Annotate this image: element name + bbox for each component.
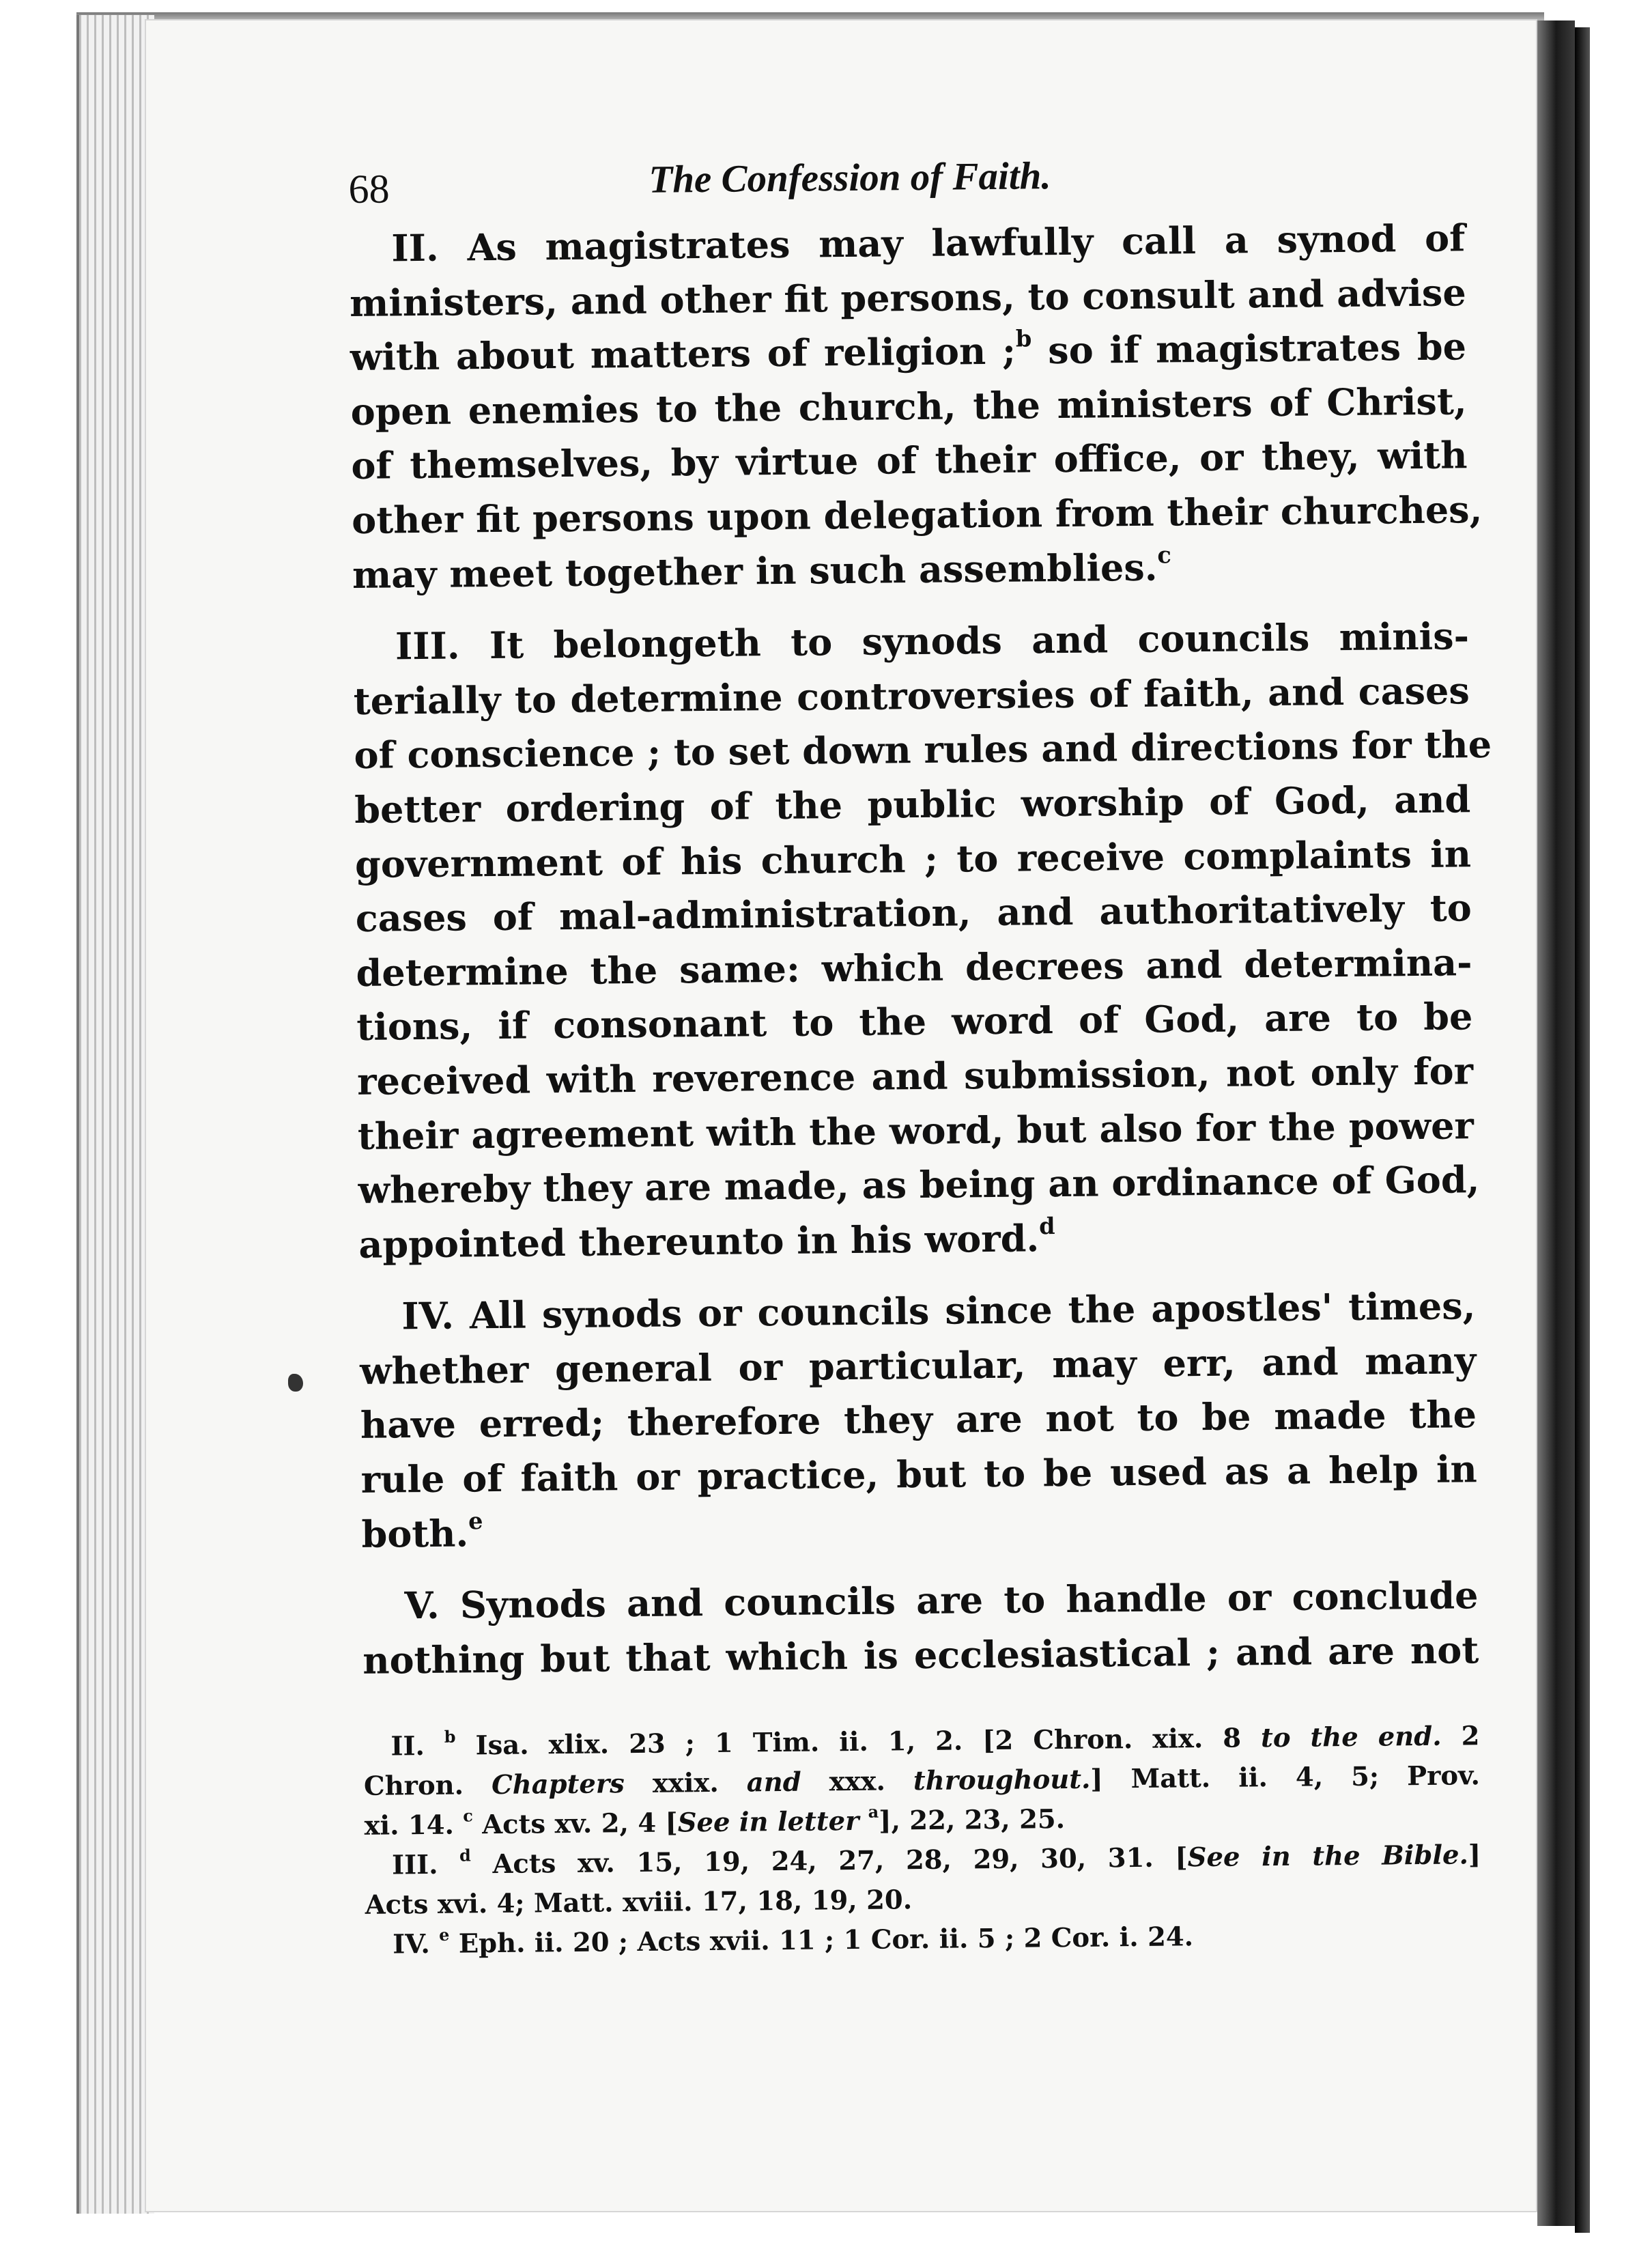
text-fragment: Eph. ii. 20 ; Acts xvii. 11 ; 1 Cor. ii. 5 ; 2 Cor. i. 24. [449, 1921, 1194, 1960]
text-line: tions, if consonant to the word of God, are to be [356, 994, 1473, 1049]
paragraph-iii [353, 609, 1492, 1272]
footnote-marker: b [444, 1728, 456, 1747]
text-line: rule of faith or practice, but to be used as a help in [360, 1447, 1477, 1501]
footnote-marker: e [438, 1926, 450, 1945]
paragraph-iv [359, 1280, 1478, 1562]
text-fragment: to the end. [1260, 1721, 1442, 1754]
footnote-line: Acts xvi. 4; Matt. xviii. 17, 18, 19, 20. [365, 1885, 913, 1921]
running-head [348, 136, 1465, 222]
text-line: government of his church ; to receive complaints in [354, 831, 1472, 886]
text-line: cases of mal-administration, and authoritatively to [355, 886, 1472, 941]
text-line: IV. All synods or councils since the apostles' times, [401, 1284, 1476, 1338]
text-fragment: appointed thereunto in his word. [358, 1216, 1040, 1267]
text-fragment: and [746, 1767, 801, 1799]
text-line [358, 1207, 1475, 1272]
text-fragment: II. [390, 1731, 445, 1762]
paragraph-v [362, 1568, 1479, 1688]
running-title: The Confession of Faith. [649, 154, 1051, 201]
footnote-marker: c [1157, 541, 1171, 569]
text-fragment: III. [391, 1849, 460, 1881]
text-line [350, 320, 1467, 384]
text-fragment: may meet together in such assemblies. [352, 545, 1158, 597]
ink-smudge [288, 1374, 303, 1392]
page-text-block [348, 136, 1492, 1965]
text-fragment: See in the Bible. [1187, 1839, 1469, 1874]
text-fragment: IV. [393, 1929, 440, 1960]
text-fragment: Acts xv. 2, 4 [ [472, 1807, 678, 1841]
text-fragment: ] [1468, 1839, 1481, 1871]
text-fragment: Chapters [491, 1768, 625, 1801]
text-fragment: xi. 14. [364, 1809, 464, 1842]
page-number: 68 [348, 166, 390, 212]
text-line: ministers, and other fit persons, to consult and advise [349, 270, 1466, 325]
text-line: III. It belongeth to synods and councils minis- [395, 614, 1470, 668]
text-line: better ordering of the public worship of God, and [354, 777, 1471, 832]
text-line: determine the same: which decrees and determina- [356, 940, 1472, 995]
text-fragment: xxix. [624, 1767, 747, 1800]
text-fragment: both. [361, 1511, 469, 1556]
book-spine-shadow [1537, 20, 1575, 2226]
text-line: nothing but that which is ecclesiastical ; and are not [362, 1628, 1479, 1682]
text-line: of conscience ; to set down rules and directions for the [354, 722, 1492, 778]
text-line: whereby they are made, as being an ordinance of God, [358, 1157, 1480, 1213]
text-line [361, 1497, 1478, 1562]
text-line: their agreement with the word, but also for the power [357, 1103, 1475, 1158]
text-line: II. As magistrates may lawfully call a synod of [391, 216, 1466, 270]
text-fragment: with about matters of religion ; [350, 328, 1016, 380]
text-fragment: Isa. xlix. 23 ; 1 Tim. ii. 1, 2. [2 Chron. xix. 8 [455, 1723, 1262, 1762]
text-line: have erred; therefore they are not to be made the [360, 1392, 1477, 1448]
text-line: V. Synods and councils are to handle or conclude [404, 1573, 1479, 1628]
book-spine-shadow-dark [1575, 27, 1590, 2233]
text-fragment: Acts xv. 15, 19, 24, 27, 28, 29, 30, 31. [ [470, 1842, 1188, 1880]
book-page-edges [76, 15, 154, 2214]
text-fragment: See in letter [677, 1806, 859, 1839]
text-fragment: ] Matt. ii. 4, 5; Prov. [1090, 1760, 1481, 1796]
footnote-marker: e [468, 1507, 483, 1534]
footnote-marker: c [463, 1806, 473, 1827]
text-line [352, 537, 1469, 602]
text-fragment: so if magistrates be [1031, 324, 1467, 373]
text-line: terially to determine controversies of faith, and cases [353, 668, 1470, 723]
footnote-marker: b [1015, 325, 1032, 352]
text-line: open enemies to the church, the ministers of Christ, [350, 379, 1467, 434]
text-line: of themselves, by virtue of their office, or they, with [351, 433, 1468, 488]
text-fragment: throughout. [913, 1764, 1091, 1797]
text-line: received with reverence and submission, not only for [356, 1049, 1474, 1103]
text-line: whether general or particular, may err, and many [359, 1338, 1477, 1393]
footnote-marker: a [868, 1803, 879, 1822]
text-fragment: Chron. [363, 1770, 492, 1803]
footnote-marker: d [1038, 1212, 1055, 1239]
footnotes [363, 1717, 1481, 1966]
text-line: other fit persons upon delegation from their churches, [351, 488, 1483, 542]
text-fragment: 2 [1441, 1721, 1480, 1753]
paragraph-ii [349, 211, 1483, 602]
footnote-marker: d [459, 1846, 471, 1866]
text-fragment: ], 22, 23, 25. [879, 1804, 1066, 1837]
text-fragment: xxx. [801, 1766, 914, 1799]
